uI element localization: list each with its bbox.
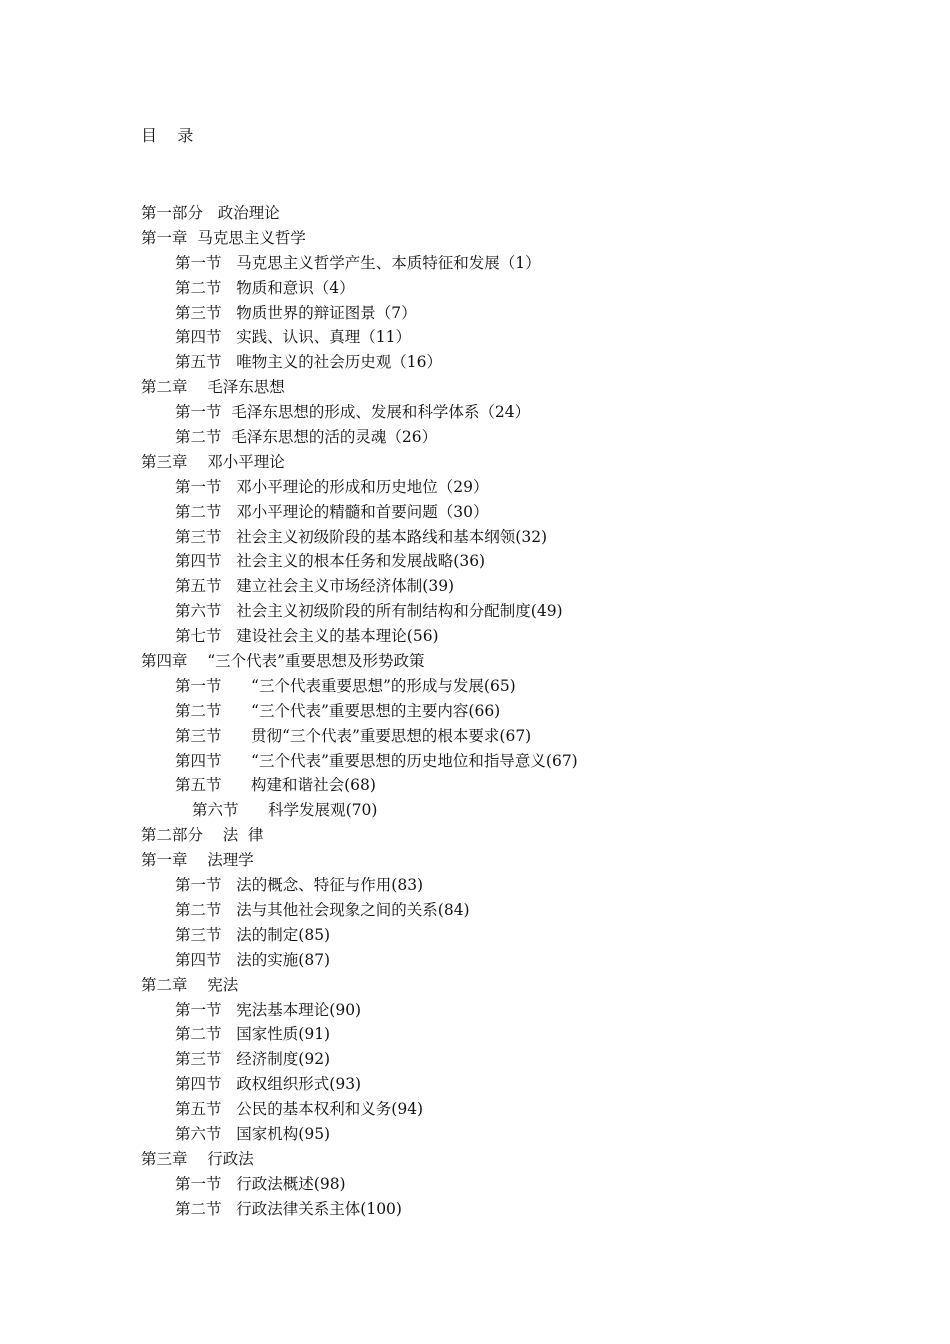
toc-heading: 第一部分 政治理论 [141, 204, 280, 222]
toc-entry: 第二节 “三个代表”重要思想的主要内容(66) [175, 701, 501, 720]
toc-heading: 第四章 “三个代表”重要思想及形势政策 [141, 652, 425, 671]
toc-entry: 第五节 构建和谐社会(68) [175, 776, 376, 795]
toc-entry: 第五节 公民的基本权利和义务(94) [175, 1100, 424, 1119]
toc-entry: 第六节 科学发展观(70) [192, 801, 378, 820]
toc-entry: 第四节 法的实施(87) [175, 950, 331, 969]
page-title: 目 录 [141, 126, 194, 145]
toc-heading: 第一章 法理学 [141, 851, 254, 870]
toc-entry: 第四节 社会主义的根本任务和发展战略(36) [175, 552, 486, 571]
toc-entry: 第四节 “三个代表”重要思想的历史地位和指导意义(67) [175, 751, 578, 770]
toc-entry: 第一节 “三个代表重要思想”的形成与发展(65) [175, 676, 516, 695]
toc-entry: 第二节 法与其他社会现象之间的关系(84) [175, 900, 470, 919]
toc-entry: 第六节 社会主义初级阶段的所有制结构和分配制度(49) [175, 602, 563, 621]
toc-heading: 第一章 马克思主义哲学 [141, 228, 306, 247]
toc-entry: 第四节 政权组织形式(93) [175, 1075, 362, 1094]
toc-entry: 第一节 马克思主义哲学产生、本质特征和发展（1） [175, 253, 541, 272]
toc-heading: 第二章 宪法 [141, 975, 239, 994]
toc-entry: 第七节 建设社会主义的基本理论(56) [175, 627, 439, 646]
toc-entry: 第六节 国家机构(95) [175, 1124, 331, 1143]
toc-heading: 第二部分 法 律 [141, 826, 264, 845]
toc-entry: 第二节 毛泽东思想的活的灵魂（26） [175, 428, 438, 447]
toc-entry: 第五节 唯物主义的社会历史观（16） [175, 353, 443, 372]
toc-entry: 第一节 宪法基本理论(90) [175, 1000, 362, 1019]
toc-entry: 第五节 建立社会主义市场经济体制(39) [175, 577, 455, 596]
table-of-contents [141, 201, 901, 1222]
toc-entry: 第二节 国家性质(91) [175, 1025, 331, 1044]
toc-entry: 第一节 毛泽东思想的形成、发展和科学体系（24） [175, 403, 531, 422]
toc-entry: 第三节 法的制定(85) [175, 925, 331, 944]
toc-heading: 第三章 邓小平理论 [141, 452, 285, 471]
toc-entry: 第一节 法的概念、特征与作用(83) [175, 876, 424, 895]
toc-entry: 第四节 实践、认识、真理（11） [175, 328, 412, 347]
toc-entry: 第一节 行政法概述(98) [175, 1174, 346, 1193]
toc-entry: 第三节 贯彻“三个代表”重要思想的根本要求(67) [175, 726, 532, 745]
toc-entry: 第三节 物质世界的辩证图景（7） [175, 303, 417, 322]
toc-entry: 第一节 邓小平理论的形成和历史地位（29） [175, 477, 489, 496]
toc-entry: 第三节 社会主义初级阶段的基本路线和基本纲领(32) [175, 527, 548, 546]
toc-entry: 第三节 经济制度(92) [175, 1050, 331, 1069]
toc-heading: 第二章 毛泽东思想 [141, 378, 285, 397]
toc-heading: 第三章 行政法 [141, 1149, 254, 1168]
toc-entry: 第二节 物质和意识（4） [175, 278, 355, 297]
toc-entry: 第二节 行政法律关系主体(100) [175, 1199, 402, 1218]
toc-entry: 第二节 邓小平理论的精髓和首要问题（30） [175, 502, 489, 521]
